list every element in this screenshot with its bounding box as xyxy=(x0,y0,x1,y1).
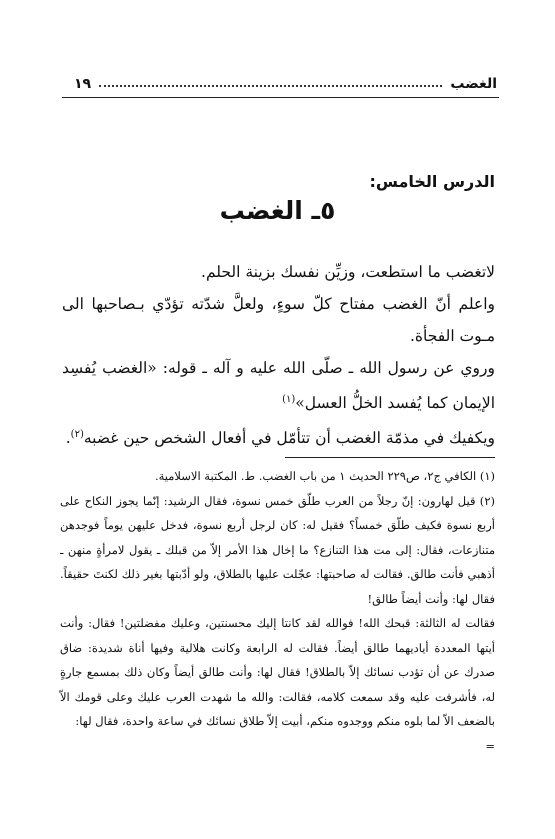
paragraph-1: لاتغضب ما استطعت، وزيِّن نفسك بزينة الحلم. xyxy=(201,263,495,281)
paragraph-4 xyxy=(62,419,495,454)
footnote-1: (١) الكافي ج٢، ص٢٢٩ الحديث ١ من باب الغضب. ط. المكتبة الاسلامية. xyxy=(154,469,495,483)
paragraph-4-text: ويكفيك في مذمّة الغضب أن تتأمّل في أفعال الشخص حين غضبه xyxy=(83,429,495,448)
header-title: الغضب xyxy=(450,76,497,92)
paragraph-4-end: . xyxy=(65,429,71,448)
continuation-mark: = xyxy=(485,738,495,753)
paragraph-2: واعلم أنّ الغضب مفتاح كلّ سوءٍ، ولعلَّ شدّته تؤدّي بـصاحبها الى مـوت الفجأة. xyxy=(62,295,495,345)
lesson-label: الدرس الخامس: xyxy=(369,172,495,191)
paragraph-3-text: وروي عن رسول الله ـ صلّى الله عليه و آله ـ قوله: «الغضب يُفسِد الإيمان كما يُفسد الخلُّ العسل» xyxy=(62,359,495,413)
footnote-2-continued: فقالت له الثالثة: قبحك الله! فوالله لقد كانتا إليك محسنتين، وعليك مفضلتين! فقال: وأنت أيتها المعددة أياديهما طالق أيضاً. فقالت له الرابعة وكانت هلالية وفيها أناة شديدة: ضاق صدرك عن أن تؤدب نسائك إلاّ بالطلاق! فقال لها: وأنت طالق أيضاً وكان ذلك بمسمع جارةٍ له، فأشرفت عليه وقد سمعت كلامه، فقالت: والله ما شهدت العرب عليك وعلى قومك الاّ بالضعف الاّ لما بلوه منكم ووجدوه منكم، أبيت إلاّ طلاق نسائك في ساعة واحدة، فقال لها: xyxy=(60,616,495,728)
page-number: ١٩ xyxy=(74,76,92,92)
lesson-title: ٥ـ الغضب xyxy=(219,196,336,225)
footnote-2: (٢) قيل لهارون: إنّ رجلاً من العرب طلّق خمس نسوة، فقال الرشيد: إنّما يجوز النكاح على أربع نسوة فكيف طلّق خمساً؟ فقيل له: كان لرجل أربع نسوة، فدخل عليهن يوماً فوجدهن متنازعات، فقال: إلى مت هذا التنازع؟ ما إخال هذا الأمر إلاّ من قبلك ـ يقول لامرأةٍ منهن ـ أذهبي فأنت طالق. فقالت له صاحبتها: عجّلت عليها بالطلاق، ولو أدّبتها بغير ذلك لكنتَ حقيقاً. فقال لها: وأنت أيضاً طالق! xyxy=(60,493,495,606)
header-rule xyxy=(62,97,499,98)
body-text xyxy=(62,256,495,454)
footnote-separator xyxy=(285,457,495,458)
footnote-ref-1: (١) xyxy=(282,394,296,405)
footnotes xyxy=(60,464,495,758)
footnote-ref-2: (٢) xyxy=(70,429,84,441)
header-leader-dots xyxy=(99,85,442,87)
running-header xyxy=(74,70,497,92)
paragraph-3 xyxy=(62,352,495,419)
